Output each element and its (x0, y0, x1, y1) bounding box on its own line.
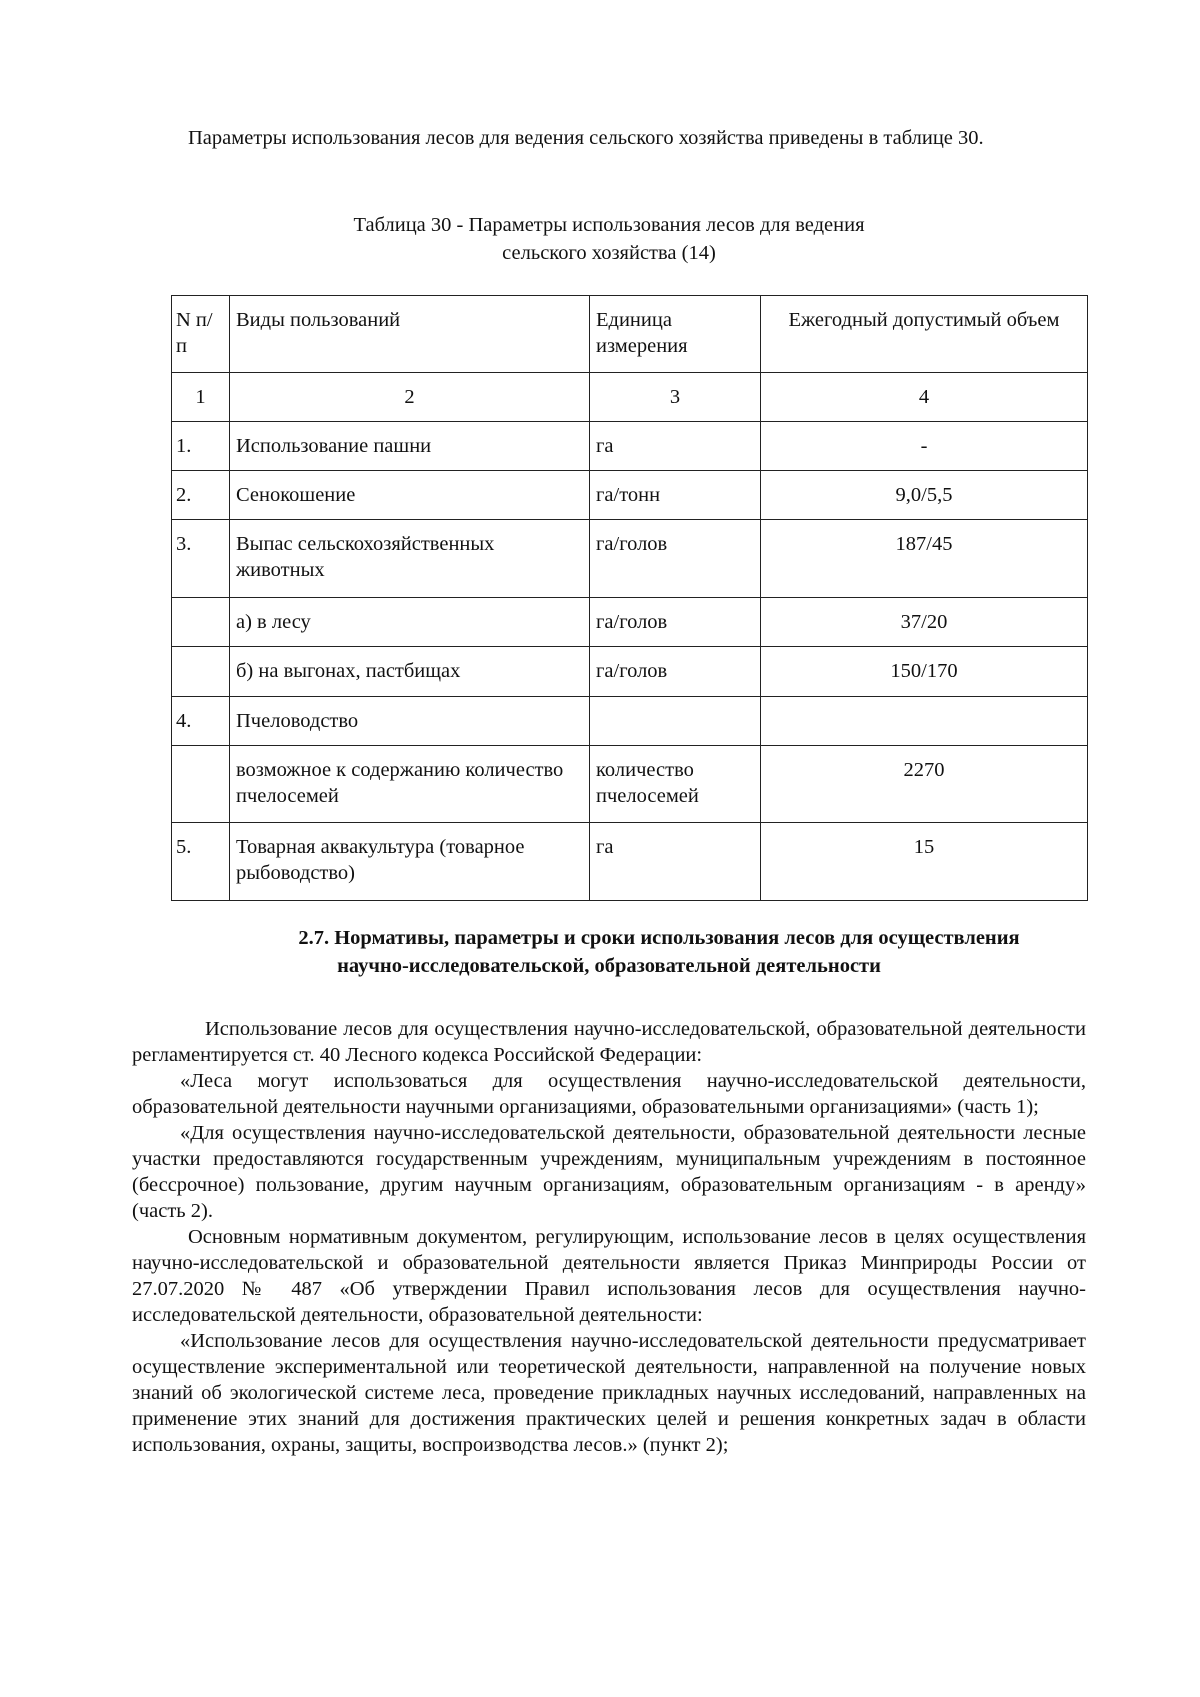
body-paragraph: Основным нормативным документом, регулирующим, использование лесов в целях осуществления научно-исследовательской и образовательной деятельности является Приказ Минприроды России от 27.07.2020 № 487 «Об утверждении Правил использования лесов для осуществления научно-исследовательской деятельности, образовательной деятельности: (132, 1226, 1086, 1326)
row-type: Пчеловодство (230, 697, 590, 746)
row-num: 2. (172, 471, 230, 520)
row-volume (761, 697, 1088, 746)
row-unit: га/тонн (590, 471, 761, 520)
table-header-row (172, 296, 1088, 373)
row-unit: га/голов (590, 647, 761, 697)
table-row (172, 647, 1088, 697)
row-type: возможное к содержанию количество пчелосемей (230, 746, 590, 823)
row-unit: количество пчелосемей (590, 746, 761, 823)
quote-paragraph: «Леса могут использоваться для осуществления научно-исследовательской деятельности, образовательной деятельности научными организациями, образовательными организациями» (часть 1); (132, 1070, 1086, 1118)
row-num (172, 598, 230, 647)
row-unit: га (590, 823, 761, 901)
section-heading (132, 924, 1086, 980)
row-volume: - (761, 422, 1088, 471)
header-num: N п/п (172, 296, 230, 373)
table-row (172, 520, 1088, 598)
column-number: 4 (761, 373, 1088, 422)
row-volume: 9,0/5,5 (761, 471, 1088, 520)
body-paragraph: Использование лесов для осуществления научно-исследовательской, образовательной деятельности регламентируется ст. 40 Лесного кодекса Российской Федерации: (132, 1018, 1086, 1066)
quote-paragraph: «Для осуществления научно-исследовательской деятельности, образовательной деятельности лесные участки предоставляются государственным учреждениям, муниципальным учреждениям в постоянное (бессрочное) пользование, другим научным организациям, образовательным организациям - в аренду» (часть 2). (132, 1122, 1086, 1222)
table-row (172, 422, 1088, 471)
table-row (172, 746, 1088, 823)
row-num: 5. (172, 823, 230, 901)
table-row (172, 697, 1088, 746)
row-volume: 187/45 (761, 520, 1088, 598)
section-heading-line1: 2.7. Нормативы, параметры и сроки использования лесов для осуществления (298, 927, 1020, 949)
row-type: Выпас сельскохозяйственных животных (230, 520, 590, 598)
table-row (172, 823, 1088, 901)
row-volume: 15 (761, 823, 1088, 901)
quote-paragraph: «Использование лесов для осуществления научно-исследовательской деятельности предусматривает осуществление экспериментальной или теоретической деятельности, направленной на получение новых знаний об экологической системе леса, проведение прикладных научных исследований, направленных на применение этих знаний для достижения практических целей и решения конкретных задач в области использования, охраны, защиты, воспроизводства лесов.» (пункт 2); (132, 1330, 1086, 1456)
row-type: б) на выгонах, пастбищах (230, 647, 590, 697)
row-unit: га (590, 422, 761, 471)
header-unit: Единица измерения (590, 296, 761, 373)
table-caption (132, 211, 1086, 267)
section-body (132, 1016, 1086, 1458)
row-num (172, 746, 230, 823)
row-type: Использование пашни (230, 422, 590, 471)
row-type: Товарная аквакультура (товарное рыбоводство) (230, 823, 590, 901)
row-volume: 37/20 (761, 598, 1088, 647)
row-volume: 2270 (761, 746, 1088, 823)
row-unit: га/голов (590, 598, 761, 647)
intro-paragraph: Параметры использования лесов для ведения сельского хозяйства приведены в таблице 30. (188, 127, 984, 149)
row-num: 1. (172, 422, 230, 471)
header-volume: Ежегодный допустимый объем (761, 296, 1088, 373)
table-row (172, 598, 1088, 647)
row-unit: га/голов (590, 520, 761, 598)
table-caption-line1: Таблица 30 - Параметры использования лесов для ведения (353, 214, 865, 236)
row-unit (590, 697, 761, 746)
row-num (172, 647, 230, 697)
table-caption-line2: сельского хозяйства (14) (502, 242, 716, 264)
row-num: 4. (172, 697, 230, 746)
column-numbers-row (172, 373, 1088, 422)
column-number: 1 (172, 373, 230, 422)
table-row (172, 471, 1088, 520)
header-type: Виды пользований (230, 296, 590, 373)
row-num: 3. (172, 520, 230, 598)
column-number: 3 (590, 373, 761, 422)
row-volume: 150/170 (761, 647, 1088, 697)
agriculture-parameters-table (171, 295, 1088, 901)
row-type: а) в лесу (230, 598, 590, 647)
column-number: 2 (230, 373, 590, 422)
row-type: Сенокошение (230, 471, 590, 520)
section-heading-line2: научно-исследовательской, образовательной деятельности (337, 955, 881, 977)
